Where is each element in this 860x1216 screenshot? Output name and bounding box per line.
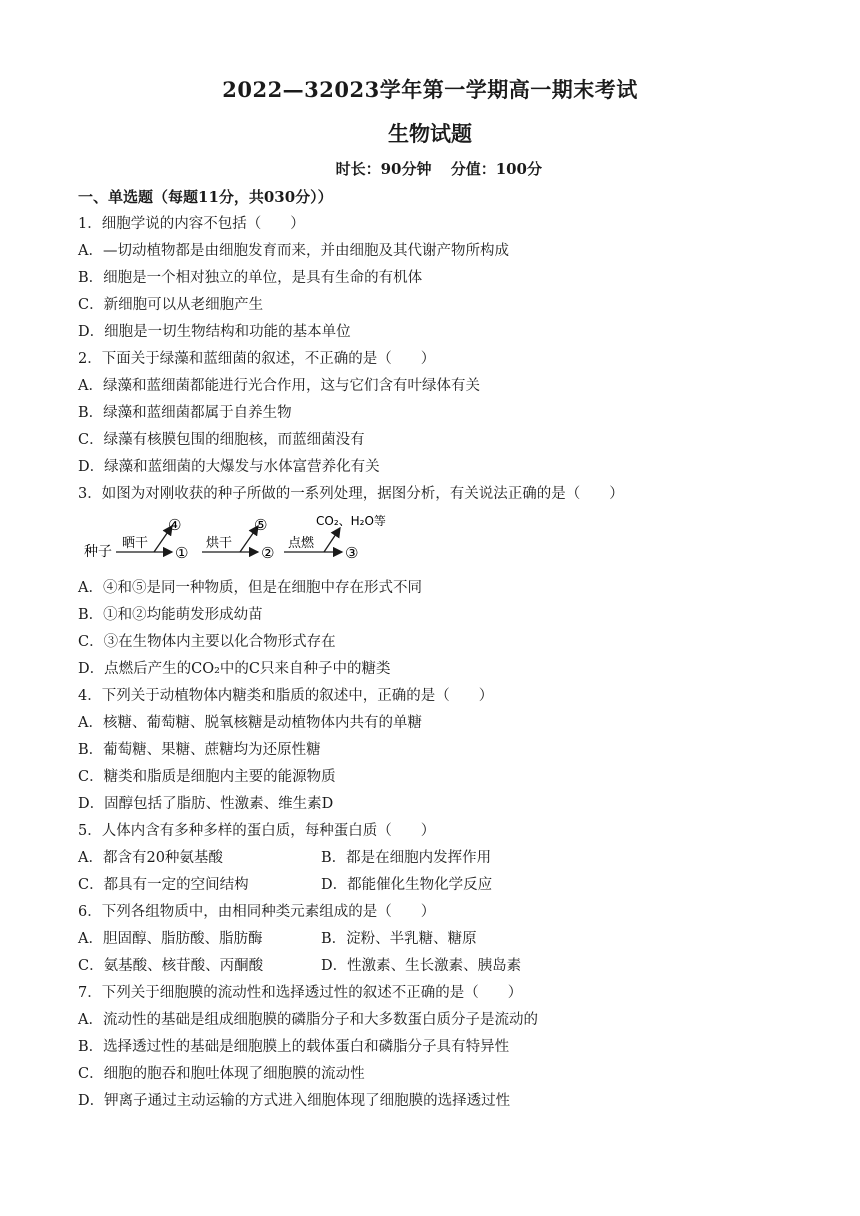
exam-subject: 生物试题 (388, 121, 472, 146)
question-3-option-c: C．③在生物体内主要以化合物形式存在 (78, 634, 336, 650)
question-5-option-c: C．都具有一定的空间结构 (78, 877, 249, 893)
question-5-stem: 5．人体内含有多种多样的蛋白质，每种蛋白质（ ） (78, 823, 436, 839)
exam-meta (336, 158, 542, 179)
question-7-option-a: A．流动性的基础是组成细胞膜的磷脂分子和大多数蛋白质分子是流动的 (78, 1012, 538, 1028)
diagram-branch-arrow-3 (324, 528, 340, 552)
exam-duration: 时长：90分钟 (335, 160, 432, 178)
question-4-option-c: C．糖类和脂质是细胞内主要的能源物质 (78, 769, 336, 785)
question-1-stem: 1．细胞学说的内容不包括（ ） (78, 216, 305, 232)
section-heading: 一、单选题（每题11分，共030分）） (78, 188, 333, 206)
question-7-option-b: B．选择透过性的基础是细胞膜上的载体蛋白和磷脂分子具有特异性 (78, 1039, 510, 1055)
question-5-option-a: A．都含有20种氨基酸 (78, 850, 223, 866)
question-2-option-d: D．绿藻和蓝细菌的大爆发与水体富营养化有关 (78, 459, 380, 475)
question-6-stem: 6．下列各组物质中，由相同种类元素组成的是（ ） (78, 904, 436, 920)
diagram-result-3: ③ (345, 544, 359, 562)
question-2-option-b: B．绿藻和蓝细菌都属于自养生物 (78, 405, 292, 421)
diagram-output-4: ④ (168, 516, 182, 534)
question-3-option-b: B．①和②均能萌发形成幼苗 (78, 607, 263, 623)
question-1-option-c: C．新细胞可以从老细胞产生 (78, 297, 264, 313)
question-1-option-d: D．细胞是一切生物结构和功能的基本单位 (78, 324, 351, 340)
diagram-output-5: ⑤ (254, 516, 268, 534)
diagram-result-1: ① (175, 544, 189, 562)
seed-processing-diagram (84, 512, 404, 564)
question-1-option-b: B．细胞是一个相对独立的单位，是具有生命的有机体 (78, 270, 423, 286)
diagram-step-3: 点燃 (288, 536, 315, 551)
question-2-stem: 2．下面关于绿藻和蓝细菌的叙述，不正确的是（ ） (78, 351, 436, 367)
diagram-result-2: ② (261, 544, 275, 562)
question-6-option-c: C．氨基酸、核苷酸、丙酮酸 (78, 958, 264, 974)
question-7-option-c: C．细胞的胞吞和胞吐体现了细胞膜的流动性 (78, 1066, 365, 1082)
diagram-step-1: 晒干 (122, 536, 149, 551)
diagram-step-2: 烘干 (206, 536, 233, 551)
question-2-option-c: C．绿藻有核膜包围的细胞核，而蓝细菌没有 (78, 432, 365, 448)
question-6-option-a: A．胆固醇、脂肪酸、脂肪酶 (78, 931, 263, 947)
exam-title: 2022—32023学年第一学期高一期末考试 (222, 77, 638, 102)
exam-score: 分值：100分 (450, 160, 542, 178)
question-7-option-d: D．钾离子通过主动运输的方式进入细胞体现了细胞膜的选择透过性 (78, 1093, 511, 1109)
question-3-stem: 3．如图为对刚收获的种子所做的一系列处理，据图分析，有关说法正确的是（ ） (78, 486, 624, 502)
question-2-option-a: A．绿藻和蓝细菌都能进行光合作用，这与它们含有叶绿体有关 (78, 378, 480, 394)
question-1-option-a: A．—切动植物都是由细胞发育而来，并由细胞及其代谢产物所构成 (78, 243, 509, 259)
question-4-option-b: B．葡萄糖、果糖、蔗糖均为还原性糖 (78, 742, 321, 758)
question-7-stem: 7．下列关于细胞膜的流动性和选择透过性的叙述不正确的是（ ） (78, 985, 523, 1001)
question-6-option-b: B．淀粉、半乳糖、糖原 (321, 931, 477, 947)
question-4-option-d: D．固醇包括了脂肪、性激素、维生素D (78, 796, 334, 812)
question-4-stem: 4．下列关于动植物体内糖类和脂质的叙述中，正确的是（ ） (78, 688, 494, 704)
question-3-option-a: A．④和⑤是同一种物质，但是在细胞中存在形式不同 (78, 580, 422, 596)
question-5-option-d: D．都能催化生物化学反应 (321, 877, 493, 893)
question-6-option-d: D．性激素、生长激素、胰岛素 (321, 958, 522, 974)
diagram-output-products: CO₂、H₂O等 (316, 514, 386, 528)
question-5-option-b: B．都是在细胞内发挥作用 (321, 850, 492, 866)
question-3-option-d: D．点燃后产生的CO₂中的C只来自种子中的糖类 (78, 661, 391, 677)
question-4-option-a: A．核糖、葡萄糖、脱氧核糖是动植物体内共有的单糖 (78, 715, 422, 731)
diagram-seed-label: 种子 (84, 544, 112, 560)
